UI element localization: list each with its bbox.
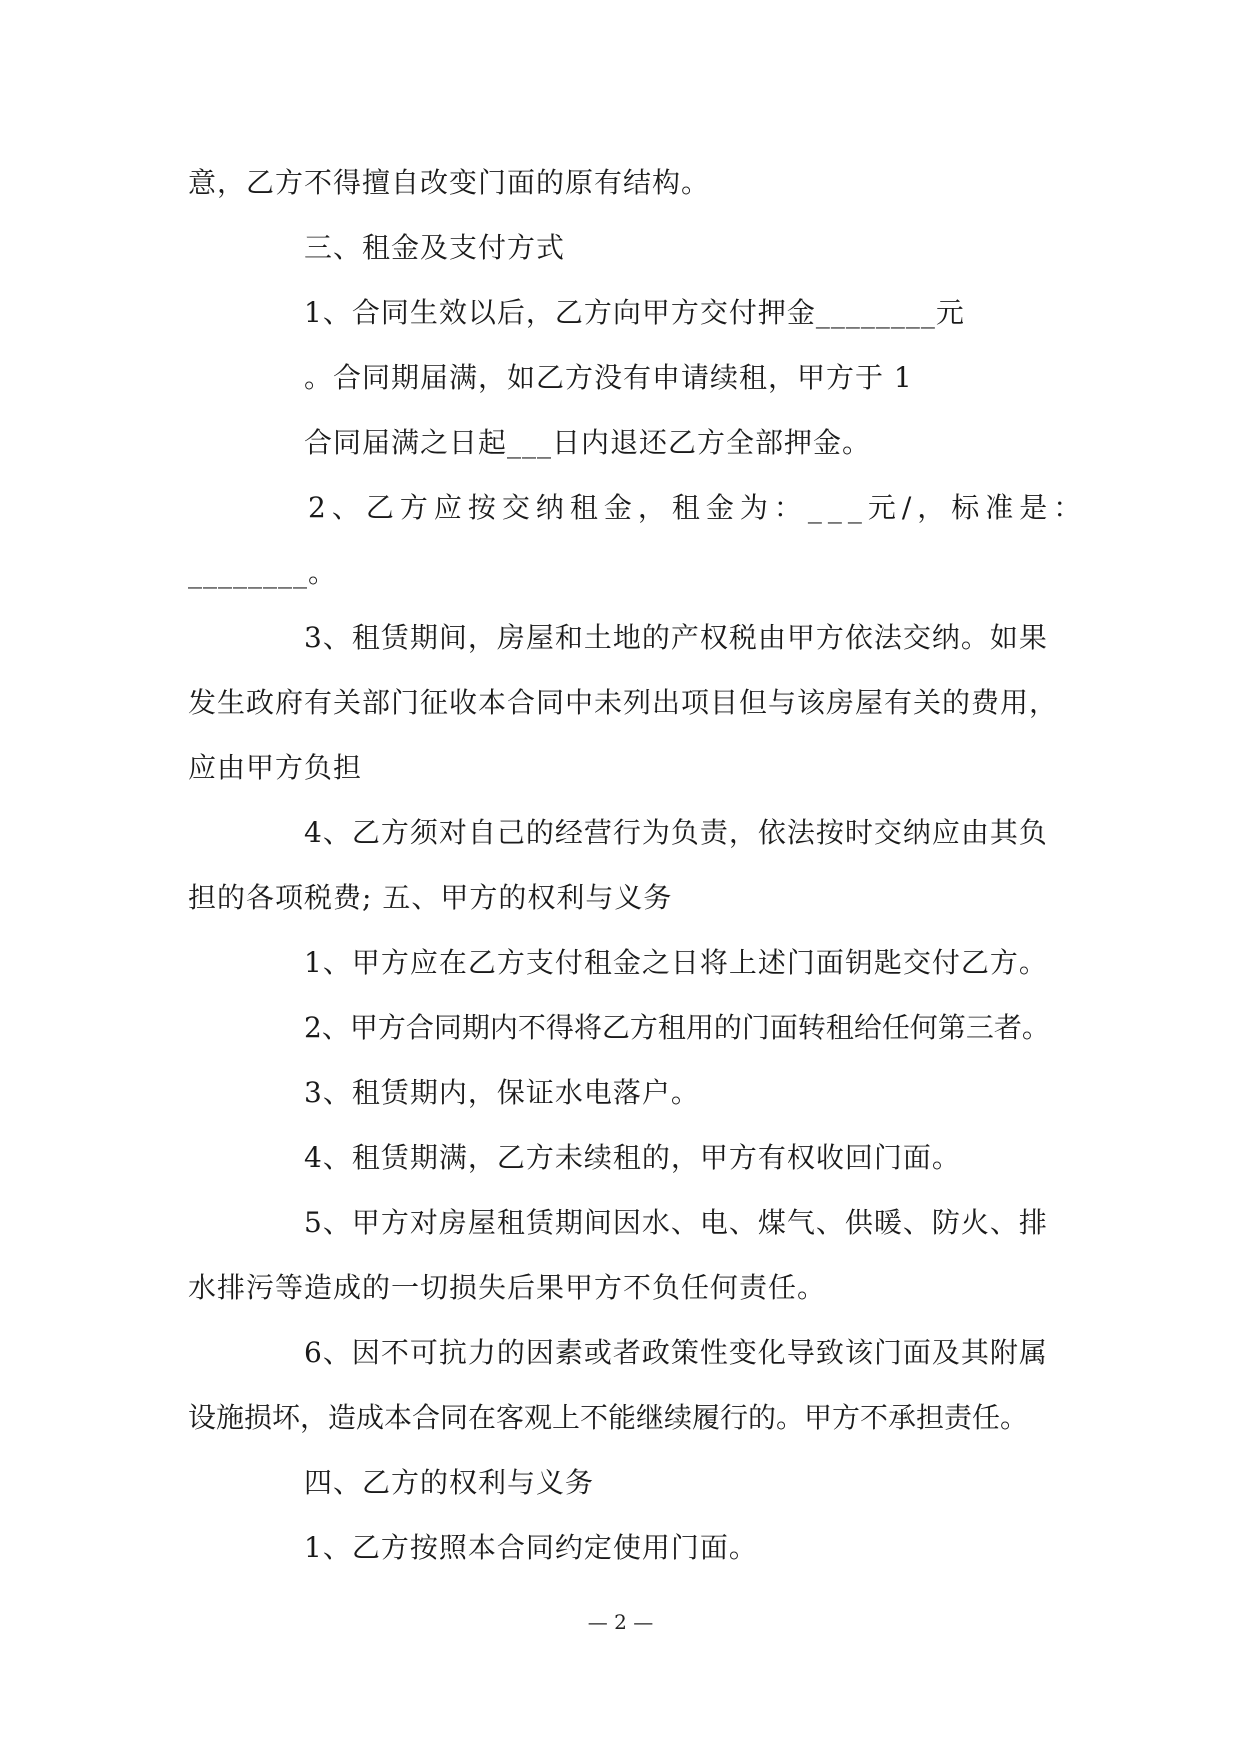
page-number: — 2 —	[587, 1610, 654, 1634]
text-line: 4、乙方须对自己的经营行为负责，依法按时交纳应由其负	[304, 816, 1048, 849]
text-line: 6、因不可抗力的因素或者政策性变化导致该门面及其附属	[304, 1336, 1048, 1369]
text-line: 1、乙方按照本合同约定使用门面。	[304, 1531, 758, 1564]
section-heading: 四、乙方的权利与义务	[304, 1466, 595, 1499]
text-line: 意，乙方不得擅自改变门面的原有结构。	[188, 166, 711, 199]
text-line: 3、租赁期内，保证水电落户。	[304, 1076, 700, 1109]
section-heading: 三、租金及支付方式	[304, 231, 566, 264]
text-line: 2、甲方合同期内不得将乙方租用的门面转租给任何第三者。	[304, 1011, 1050, 1044]
text-line: ________。	[188, 556, 338, 589]
text-line: 设施损坏，造成本合同在客观上不能继续履行的。甲方不承担责任。	[188, 1401, 1029, 1434]
text-line: 2、乙方应按交纳租金，租金为：___元/，标准是：	[308, 491, 1088, 524]
text-line: 3、租赁期间，房屋和土地的产权税由甲方依法交纳。如果	[304, 621, 1048, 654]
text-line: 水排污等造成的一切损失后果甲方不负任何责任。	[188, 1271, 827, 1304]
text-line: 担的各项税费; 五、甲方的权利与义务	[188, 881, 673, 914]
text-line: 合同届满之日起___日内退还乙方全部押金。	[304, 426, 872, 459]
text-line: 应由甲方负担	[188, 751, 363, 784]
text-line: 4、租赁期满，乙方未续租的，甲方有权收回门面。	[304, 1141, 961, 1174]
text-line: 1、合同生效以后，乙方向甲方交付押金________元	[304, 296, 965, 329]
text-line: 1、甲方应在乙方支付租金之日将上述门面钥匙交付乙方。	[304, 946, 1048, 979]
text-line: 发生政府有关部门征收本合同中未列出项目但与该房屋有关的费用，	[188, 686, 1059, 719]
text-line: 。合同期届满，如乙方没有申请续租，甲方于 1	[304, 361, 913, 394]
text-line: 5、甲方对房屋租赁期间因水、电、煤气、供暖、防火、排	[304, 1206, 1048, 1239]
